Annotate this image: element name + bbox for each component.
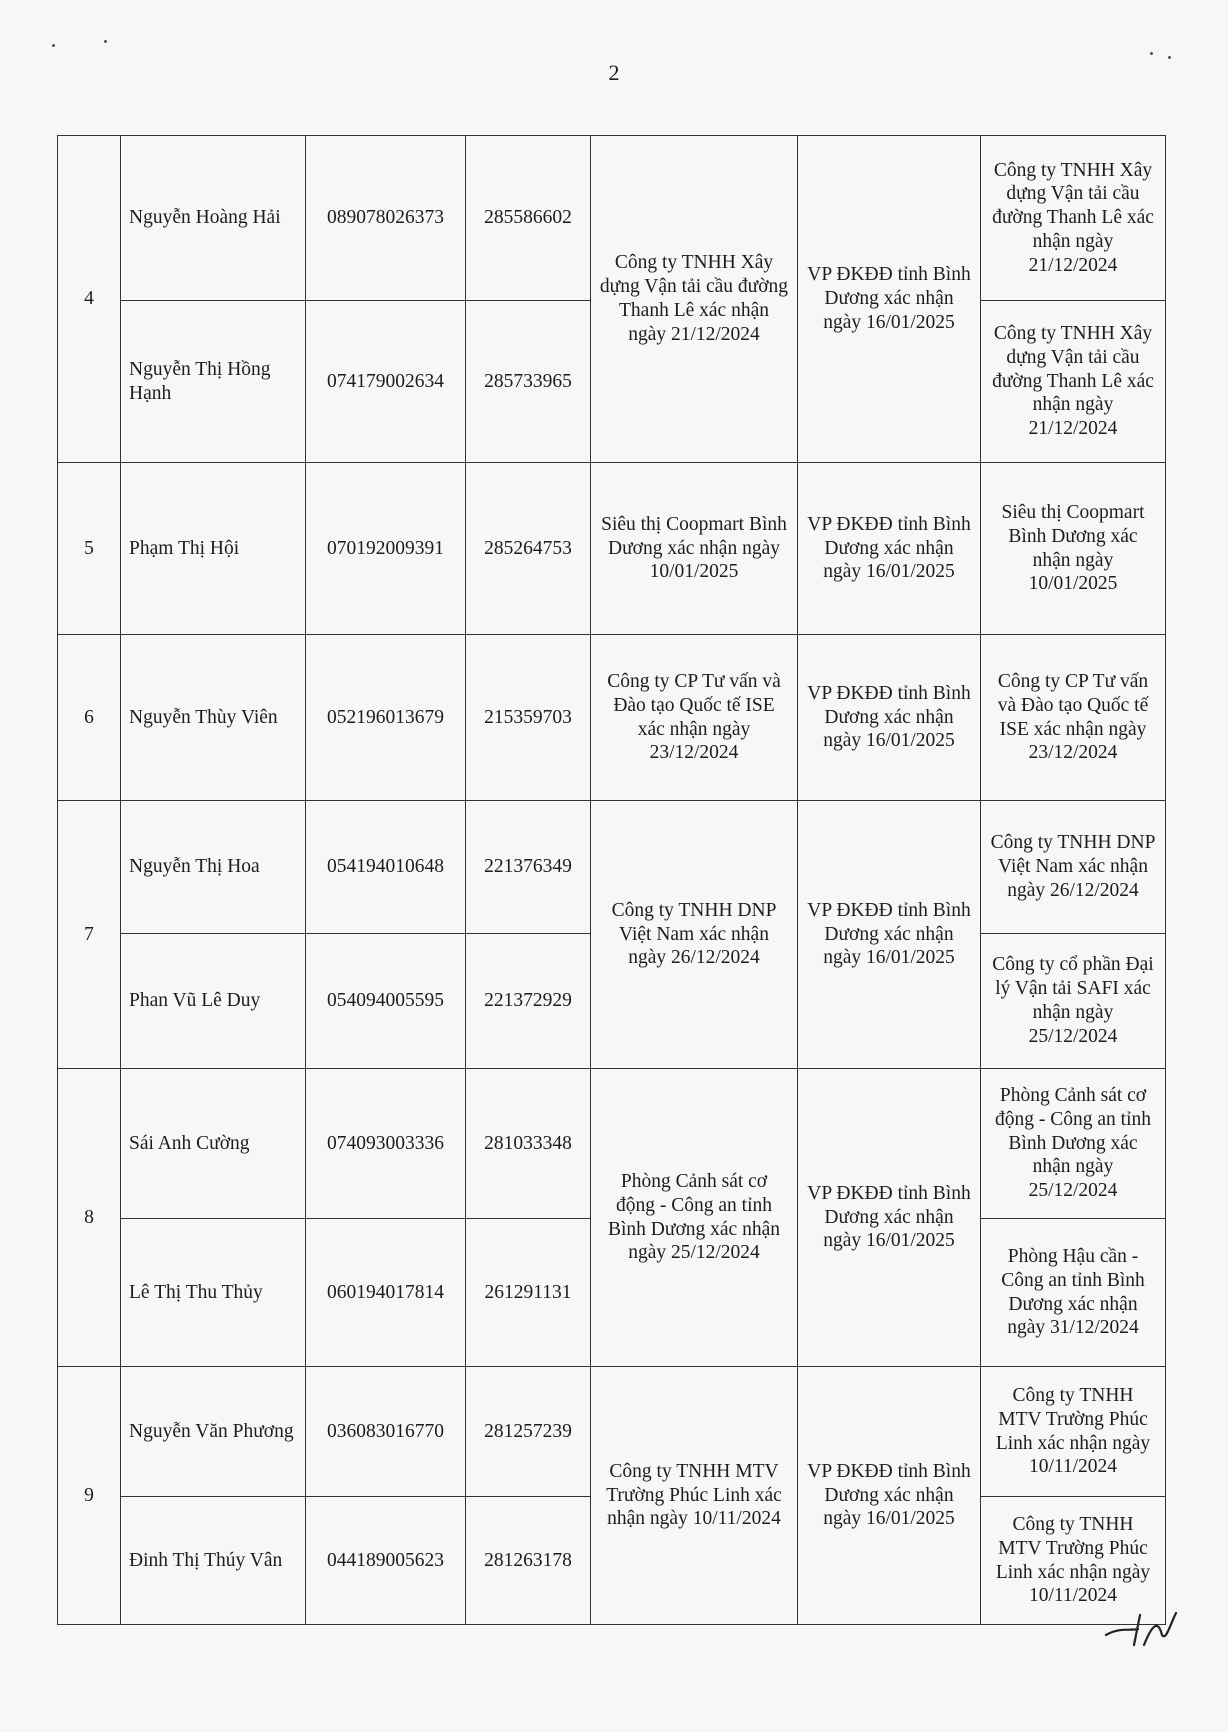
confirm-last-cell: Phòng Hậu cần - Công an tỉnh Bình Dương xác nhận ngày 31/12/2024: [981, 1219, 1166, 1367]
name-cell: Nguyễn Văn Phương: [121, 1367, 306, 1497]
table-row: [58, 1367, 1166, 1497]
id12-cell: 052196013679: [306, 635, 466, 801]
name-cell: Nguyễn Thị Hoa: [121, 801, 306, 934]
scan-speck: [1150, 52, 1153, 55]
name-cell: Sái Anh Cường: [121, 1069, 306, 1219]
name-cell: Lê Thị Thu Thủy: [121, 1219, 306, 1367]
name-cell: Nguyễn Thị Hồng Hạnh: [121, 301, 306, 463]
stt-cell: 4: [58, 136, 121, 463]
name-cell: Phạm Thị Hội: [121, 463, 306, 635]
stt-cell: 7: [58, 801, 121, 1069]
confirm-work-cell: Công ty TNHH MTV Trường Phúc Linh xác nhận ngày 10/11/2024: [591, 1367, 798, 1625]
table-row: [58, 136, 1166, 301]
confirm-work-cell: Siêu thị Coopmart Bình Dương xác nhận ngày 10/01/2025: [591, 463, 798, 635]
name-cell: Đinh Thị Thúy Vân: [121, 1497, 306, 1625]
id9-cell: 281263178: [466, 1497, 591, 1625]
confirm-office-cell: VP ĐKĐĐ tỉnh Bình Dương xác nhận ngày 16/01/2025: [798, 136, 981, 463]
confirm-last-cell: Công ty TNHH Xây dựng Vận tải cầu đường Thanh Lê xác nhận ngày 21/12/2024: [981, 136, 1166, 301]
scan-speck: [1168, 56, 1171, 59]
name-cell: Nguyễn Hoàng Hải: [121, 136, 306, 301]
name-cell: Nguyễn Thùy Viên: [121, 635, 306, 801]
id9-cell: 215359703: [466, 635, 591, 801]
stt-cell: 8: [58, 1069, 121, 1367]
id12-cell: 074093003336: [306, 1069, 466, 1219]
confirm-office-cell: VP ĐKĐĐ tỉnh Bình Dương xác nhận ngày 16/01/2025: [798, 801, 981, 1069]
id12-cell: 054194010648: [306, 801, 466, 934]
confirm-last-cell: Siêu thị Coopmart Bình Dương xác nhận ngày 10/01/2025: [981, 463, 1166, 635]
confirm-last-cell: Công ty TNHH MTV Trường Phúc Linh xác nhận ngày 10/11/2024: [981, 1497, 1166, 1625]
confirm-work-cell: Công ty TNHH DNP Việt Nam xác nhận ngày 26/12/2024: [591, 801, 798, 1069]
id12-cell: 044189005623: [306, 1497, 466, 1625]
confirm-office-cell: VP ĐKĐĐ tỉnh Bình Dương xác nhận ngày 16/01/2025: [798, 463, 981, 635]
id12-cell: 070192009391: [306, 463, 466, 635]
confirm-last-cell: Công ty TNHH MTV Trường Phúc Linh xác nhận ngày 10/11/2024: [981, 1367, 1166, 1497]
confirm-last-cell: Công ty CP Tư vấn và Đào tạo Quốc tế ISE xác nhận ngày 23/12/2024: [981, 635, 1166, 801]
confirm-office-cell: VP ĐKĐĐ tỉnh Bình Dương xác nhận ngày 16/01/2025: [798, 635, 981, 801]
confirm-work-cell: Phòng Cảnh sát cơ động - Công an tỉnh Bình Dương xác nhận ngày 25/12/2024: [591, 1069, 798, 1367]
id12-cell: 089078026373: [306, 136, 466, 301]
id9-cell: 281033348: [466, 1069, 591, 1219]
page-number: 2: [608, 60, 620, 85]
id12-cell: 074179002634: [306, 301, 466, 463]
handwritten-initial-mark: [1100, 1605, 1180, 1655]
id12-cell: 060194017814: [306, 1219, 466, 1367]
confirm-last-cell: Công ty TNHH DNP Việt Nam xác nhận ngày 26/12/2024: [981, 801, 1166, 934]
id12-cell: 036083016770: [306, 1367, 466, 1497]
scan-speck: [52, 44, 55, 47]
confirm-work-cell: Công ty TNHH Xây dựng Vận tải cầu đường Thanh Lê xác nhận ngày 21/12/2024: [591, 136, 798, 463]
stt-cell: 6: [58, 635, 121, 801]
confirm-last-cell: Phòng Cảnh sát cơ động - Công an tỉnh Bình Dương xác nhận ngày 25/12/2024: [981, 1069, 1166, 1219]
confirm-office-cell: VP ĐKĐĐ tỉnh Bình Dương xác nhận ngày 16/01/2025: [798, 1069, 981, 1367]
records-table: [57, 135, 1166, 1625]
id12-cell: 054094005595: [306, 934, 466, 1069]
id9-cell: 285733965: [466, 301, 591, 463]
confirm-last-cell: Công ty TNHH Xây dựng Vận tải cầu đường Thanh Lê xác nhận ngày 21/12/2024: [981, 301, 1166, 463]
name-cell: Phan Vũ Lê Duy: [121, 934, 306, 1069]
stt-cell: 5: [58, 463, 121, 635]
id9-cell: 285586602: [466, 136, 591, 301]
stt-cell: 9: [58, 1367, 121, 1625]
id9-cell: 281257239: [466, 1367, 591, 1497]
id9-cell: 261291131: [466, 1219, 591, 1367]
table-row: [58, 1069, 1166, 1219]
scan-speck: [104, 40, 107, 43]
confirm-office-cell: VP ĐKĐĐ tỉnh Bình Dương xác nhận ngày 16/01/2025: [798, 1367, 981, 1625]
confirm-work-cell: Công ty CP Tư vấn và Đào tạo Quốc tế ISE xác nhận ngày 23/12/2024: [591, 635, 798, 801]
table-row: [58, 463, 1166, 635]
id9-cell: 221376349: [466, 801, 591, 934]
confirm-last-cell: Công ty cổ phần Đại lý Vận tải SAFI xác nhận ngày 25/12/2024: [981, 934, 1166, 1069]
table-row: [58, 801, 1166, 934]
id9-cell: 221372929: [466, 934, 591, 1069]
id9-cell: 285264753: [466, 463, 591, 635]
table-row: [58, 635, 1166, 801]
